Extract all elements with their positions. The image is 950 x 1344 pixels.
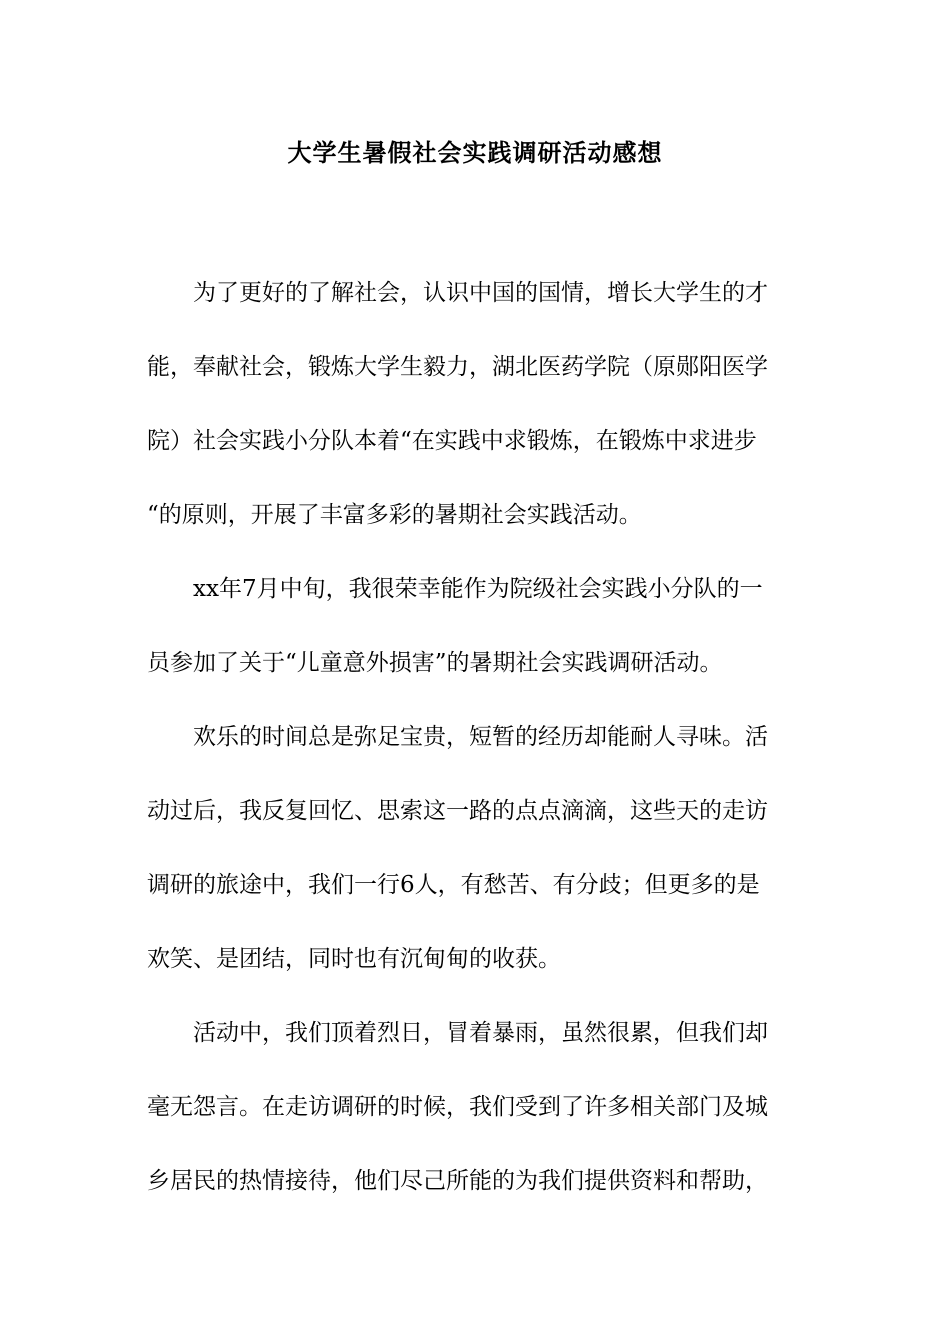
text-line: 为了更好的了解社会，认识中国的国情，增长大学生的才 [193,280,768,306]
text-line: 乡居民的热情接待，他们尽己所能的为我们提供资料和帮助， [147,1168,768,1194]
text-line: 毫无怨言。在走访调研的时候，我们受到了许多相关部门及城 [147,1094,768,1120]
text-line: xx年7月中旬，我很荣幸能作为院级社会实践小分队的一 [193,576,763,602]
document-body [147,256,817,1218]
text-line: 欢笑、是团结，同时也有沉甸甸的收获。 [147,946,561,972]
text-line: “的原则，开展了丰富多彩的暑期社会实践活动。 [147,502,642,528]
text-line: 员参加了关于“儿童意外损害”的暑期社会实践调研活动。 [147,650,723,676]
text-line: 院）社会实践小分队本着“在实践中求锻炼，在锻炼中求进步 [147,428,757,454]
paragraph-2 [147,552,817,700]
page-title: 大学生暑假社会实践调研活动感想 [287,138,663,167]
paragraph-4 [147,996,817,1218]
text-line: 能，奉献社会，锻炼大学生毅力，湖北医药学院（原郧阳医学 [147,354,768,380]
text-line: 欢乐的时间总是弥足宝贵，短暂的经历却能耐人寻味。活 [193,724,768,750]
paragraph-1 [147,256,817,552]
text-line: 活动中，我们顶着烈日，冒着暴雨，虽然很累，但我们却 [193,1020,768,1046]
paragraph-3 [147,700,817,996]
text-line: 动过后，我反复回忆、思索这一路的点点滴滴，这些天的走访 [147,798,768,824]
text-line: 调研的旅途中，我们一行6人，有愁苦、有分歧；但更多的是 [147,872,760,898]
